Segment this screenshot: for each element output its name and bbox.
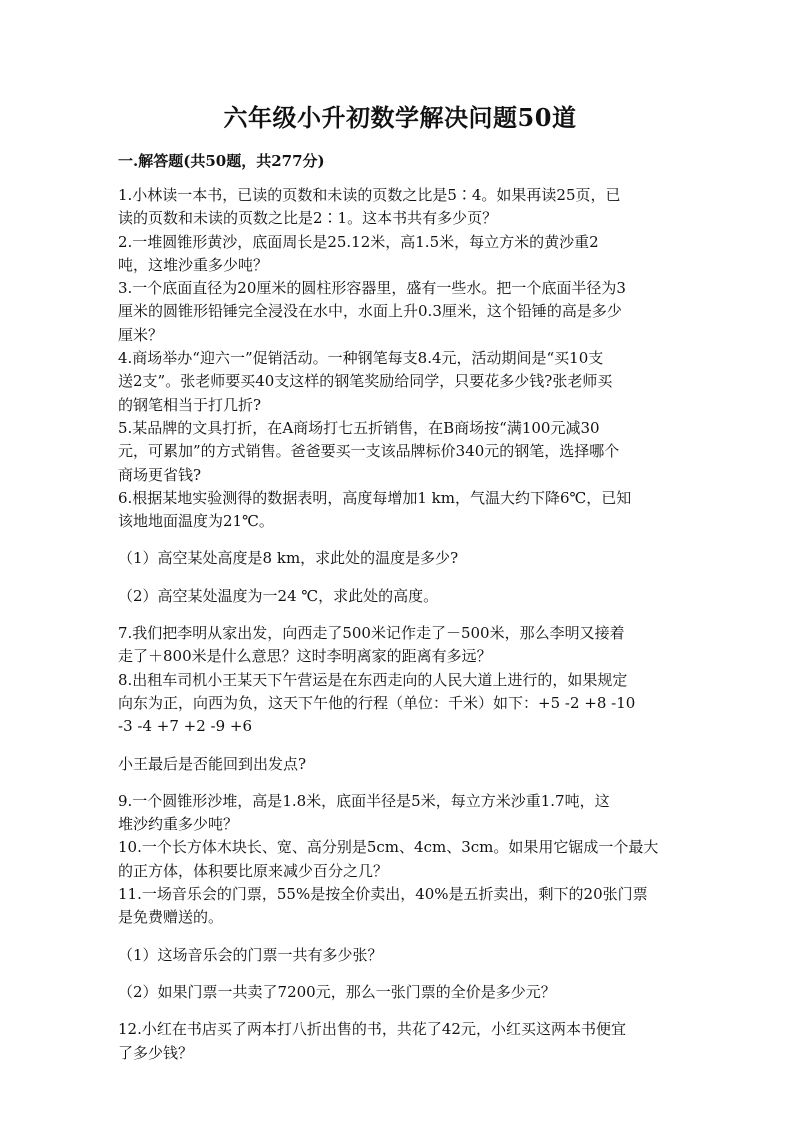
sub-question: （2）高空某处温度为一24 ℃，求此处的高度。 <box>118 586 439 605</box>
text-line: 9.一个圆锥形沙堆，高是1.8米，底面半径是5米，每立方米沙重1.7吨，这 <box>118 791 610 810</box>
text-line: 向东为正，向西为负，这天下午他的行程（单位：千米）如下：+5 -2 +8 -10 <box>118 693 636 712</box>
text-line: 1.小林读一本书，已读的页数和未读的页数之比是5∶4。如果再读25页，已 <box>118 186 621 204</box>
sub-question: （1）高空某处高度是8 km，求此处的温度是多少? <box>118 549 459 568</box>
text-line: 厘米的圆锥形铅锤完全浸没在水中，水面上升0.3厘米，这个铅锤的高是多少 <box>118 302 622 321</box>
text-line: 了多少钱？ <box>118 1043 194 1062</box>
text-line: 该地地面温度为21℃。 <box>118 512 274 531</box>
text-line: 2.一堆圆锥形黄沙，底面周长是25.12米，高1.5米，每立方米的黄沙重2 <box>118 232 599 251</box>
text-line: 4.商场举办“迎六一”促销活动。一种钢笔每支8.4元，活动期间是“买10支 <box>118 349 604 368</box>
text-line: 5.某品牌的文具打折，在A商场打七五折销售，在B商场按“满100元减30 <box>118 418 600 437</box>
text-line: 厘米？ <box>118 325 164 344</box>
text-line: 6.根据某地实验测得的数据表明，高度每增加1 km，气温大约下降6℃，已知 <box>118 488 632 507</box>
text-line: 小王最后是否能回到出发点? <box>118 754 307 773</box>
text-line: 走了＋800米是什么意思？这时李明离家的距离有多远？ <box>118 647 492 666</box>
text-line: 12.小红在书店买了两本打八折出售的书，共花了42元，小红买这两本书便宜 <box>118 1020 626 1039</box>
text-line: 吨，这堆沙重多少吨？ <box>118 255 269 274</box>
sub-question: （1）这场音乐会的门票一共有多少张？ <box>118 945 383 964</box>
text-line: 11.一场音乐会的门票，55%是按全价卖出，40%是五折卖出，剩下的20张门票 <box>118 885 648 904</box>
text-line: 商场更省钱? <box>118 465 202 484</box>
page-title: 六年级小升初数学解决问题50道 <box>223 103 577 132</box>
text-line: 的钢笔相当于打几折? <box>118 395 262 414</box>
text-line: -3 -4 +7 +2 -9 +6 <box>118 717 253 736</box>
sub-question: （2）如果门票一共卖了7200元，那么一张门票的全价是多少元？ <box>118 982 556 1001</box>
question-list <box>118 184 680 1065</box>
text-line: 10.一个长方体木块长、宽、高分别是5cm、4cm、3cm。如果用它锯成一个最大 <box>118 838 659 857</box>
text-line: 读的页数和未读的页数之比是2∶1。这本书共有多少页？ <box>118 209 498 228</box>
text-line: 堆沙约重多少吨？ <box>118 815 239 834</box>
text-line: 送2支”。张老师要买40支这样的钢笔奖励给同学，只要花多少钱?张老师买 <box>118 372 613 391</box>
section-heading: 一.解答题(共50题，共277分) <box>118 152 325 170</box>
text-line: 7.我们把李明从家出发，向西走了500米记作走了－500米，那么李明又接着 <box>118 624 625 643</box>
text-line: 3.一个底面直径为20厘米的圆柱形容器里，盛有一些水。把一个底面半径为3 <box>118 279 626 298</box>
text-line: 元，可累加”的方式销售。爸爸要买一支该品牌标价340元的钢笔，选择哪个 <box>118 442 620 461</box>
text-line: 是免费赠送的。 <box>118 908 224 927</box>
text-line: 的正方体，体积要比原来减少百分之几？ <box>118 861 389 880</box>
text-line: 8.出租车司机小王某天下午营运是在东西走向的人民大道上进行的，如果规定 <box>118 670 628 689</box>
